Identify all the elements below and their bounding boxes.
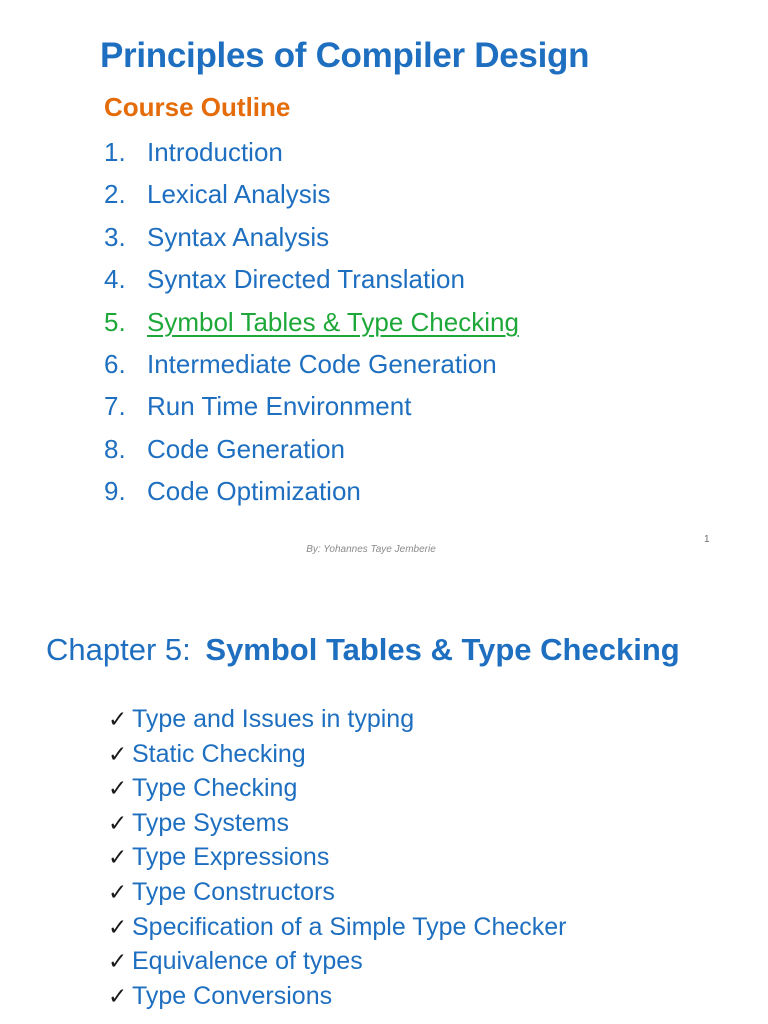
outline-item-lexical-analysis xyxy=(104,176,519,218)
outline-item-number: 2. xyxy=(104,179,126,210)
topic-item xyxy=(108,875,567,910)
topic-label: Type Checking xyxy=(132,774,298,803)
outline-item-code-optimization xyxy=(104,473,519,515)
outline-item-label: Syntax Analysis xyxy=(147,221,330,252)
outline-item-run-time-environment xyxy=(104,388,519,430)
checkmark-icon: ✓ xyxy=(108,776,128,803)
checkmark-icon: ✓ xyxy=(108,707,128,733)
chapter-topic-list xyxy=(108,702,567,1013)
outline-item-link[interactable]: Symbol Tables & Type Checking xyxy=(147,306,519,337)
outline-item-label: Run Time Environment xyxy=(147,391,412,422)
page-number: 1 xyxy=(704,534,710,545)
outline-item-syntax-directed-translation xyxy=(104,261,519,303)
outline-item-label: Intermediate Code Generation xyxy=(147,348,497,379)
topic-item xyxy=(108,944,567,979)
topic-label: Type Expressions xyxy=(132,843,330,872)
topic-item xyxy=(108,979,567,1014)
outline-item-number: 8. xyxy=(104,433,126,464)
outline-item-number: 1. xyxy=(104,137,126,167)
topic-label: Specification of a Simple Type Checker xyxy=(132,912,567,941)
topic-item xyxy=(108,702,567,737)
outline-item-code-generation xyxy=(104,431,519,473)
outline-item-label: Syntax Directed Translation xyxy=(147,264,465,295)
outline-item-label: Code Optimization xyxy=(147,476,361,507)
topic-label: Type Conversions xyxy=(132,981,333,1010)
outline-item-number: 5. xyxy=(104,306,126,337)
checkmark-icon: ✓ xyxy=(108,983,128,1010)
checkmark-icon: ✓ xyxy=(108,810,128,837)
topic-item xyxy=(108,771,567,806)
checkmark-icon: ✓ xyxy=(108,879,128,906)
outline-item-syntax-analysis xyxy=(104,219,519,261)
outline-item-number: 7. xyxy=(104,391,126,422)
topic-label: Static Checking xyxy=(132,739,306,768)
outline-heading: Course Outline xyxy=(104,92,291,122)
topic-item xyxy=(108,840,567,875)
outline-item-label: Lexical Analysis xyxy=(147,179,331,210)
outline-item-number: 4. xyxy=(104,264,126,295)
checkmark-icon: ✓ xyxy=(108,949,128,976)
topic-label: Type and Issues in typing xyxy=(132,705,415,733)
outline-item-number: 3. xyxy=(104,221,126,252)
slide-chapter-5 xyxy=(0,590,768,1024)
outline-item-introduction xyxy=(104,134,519,176)
outline-item-number: 9. xyxy=(104,476,126,507)
topic-label: Equivalence of types xyxy=(132,947,363,976)
topic-item xyxy=(108,910,567,945)
outline-item-symbol-tables-current[interactable] xyxy=(104,304,519,346)
course-outline-list xyxy=(104,134,519,516)
outline-item-number: 6. xyxy=(104,348,126,379)
checkmark-icon: ✓ xyxy=(108,845,128,872)
deck-title: Principles of Compiler Design xyxy=(100,36,590,75)
chapter-title xyxy=(46,632,680,668)
topic-item xyxy=(108,806,567,841)
chapter-prefix: Chapter 5: xyxy=(46,632,191,667)
topic-label: Type Systems xyxy=(132,808,289,837)
checkmark-icon: ✓ xyxy=(108,741,128,768)
outline-item-label: Introduction xyxy=(147,137,283,167)
outline-item-label: Code Generation xyxy=(147,433,346,464)
checkmark-icon: ✓ xyxy=(108,914,128,941)
topic-label: Type Constructors xyxy=(132,877,335,906)
chapter-name: Symbol Tables & Type Checking xyxy=(205,632,680,667)
author-footer: By: Yohannes Taye Jemberie xyxy=(306,544,436,555)
topic-item xyxy=(108,737,567,772)
outline-item-intermediate-code-generation xyxy=(104,346,519,388)
